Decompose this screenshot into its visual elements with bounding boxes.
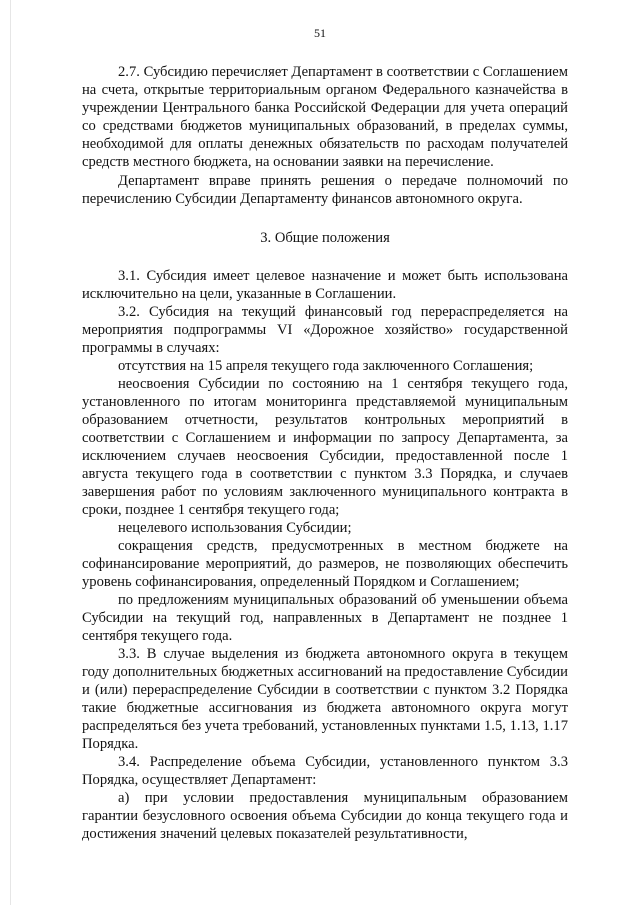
- paragraph-3-1: 3.1. Субсидия имеет целевое назначение и может быть использована исключительно на цели, указанные в Соглашении.: [82, 268, 568, 302]
- paragraph-case-no-agreement: отсутствия на 15 апреля текущего года заключенного Соглашения;: [118, 358, 534, 374]
- paragraph-3-4: 3.4. Распределение объема Субсидии, установленного пунктом 3.3 Порядка, осуществляет Департамент:: [82, 754, 568, 788]
- paragraph-3-3: 3.3. В случае выделения из бюджета автономного округа в текущем году дополнительных бюджетных ассигнований на предоставление Субсидии и (или) перераспределение Субсидии в соответствии с пунктом 3.2 Порядка такие бюджетные ассигнования из бюджета автономного округа могут распределяться без учета требований, установленных пунктами 1.5, 1.13, 1.17 Порядка.: [82, 646, 568, 752]
- document-body: [82, 63, 568, 843]
- paragraph-2-7: 2.7. Субсидию перечисляет Департамент в соответствии с Соглашением на счета, открытые территориальным органом Федерального казначейства в учреждении Центрального банка Российской Федерации для учета операций со средствами бюджетов муниципальных образований, в пределах суммы, необходимой для оплаты денежных обязательств по расходам получателей средств местного бюджета, на основании заявки на перечисление.: [82, 64, 568, 170]
- paragraph-case-unspent: неосвоения Субсидии по состоянию на 1 сентября текущего года, установленного по итогам мониторинга представляемой муниципальным образованием отчетности, результатов контрольных мероприятий в соответствии с Соглашением и информации по запросу Департамента, за исключением случаев неосвоения Субсидии, предоставленной после 1 августа текущего года в соответствии с пунктом 3.3 Порядка, и случаев завершения работ по условиям заключенного муниципального контракта в сроки, позднее 1 сентября текущего года;: [82, 376, 568, 518]
- paragraph-case-cofinancing-cut: сокращения средств, предусмотренных в местном бюджете на софинансирование мероприятий, до размеров, не позволяющих обеспечить уровень софинансирования, определенный Порядком и Соглашением;: [82, 538, 568, 590]
- paragraph-3-2: 3.2. Субсидия на текущий финансовый год перераспределяется на мероприятия подпрограммы VI «Дорожное хозяйство» государственной программы в случаях:: [82, 304, 568, 356]
- section-heading: 3. Общие положения: [260, 230, 390, 246]
- paragraph-case-municipal-proposal: по предложениям муниципальных образований об уменьшении объема Субсидии на текущий год, направленных в Департамент не позднее 1 сентября текущего года.: [82, 592, 568, 644]
- paragraph-case-misuse: нецелевого использования Субсидии;: [118, 520, 352, 536]
- scan-edge-line: [10, 0, 11, 905]
- paragraph-department-delegation: Департамент вправе принять решения о передаче полномочий по перечислению Субсидии Департаменту финансов автономного округа.: [82, 173, 568, 207]
- page-number: 51: [314, 26, 326, 40]
- paragraph-3-4-a: а) при условии предоставления муниципальным образованием гарантии безусловного освоения объема Субсидии до конца текущего года и достижения значений целевых показателей результативности,: [82, 790, 568, 842]
